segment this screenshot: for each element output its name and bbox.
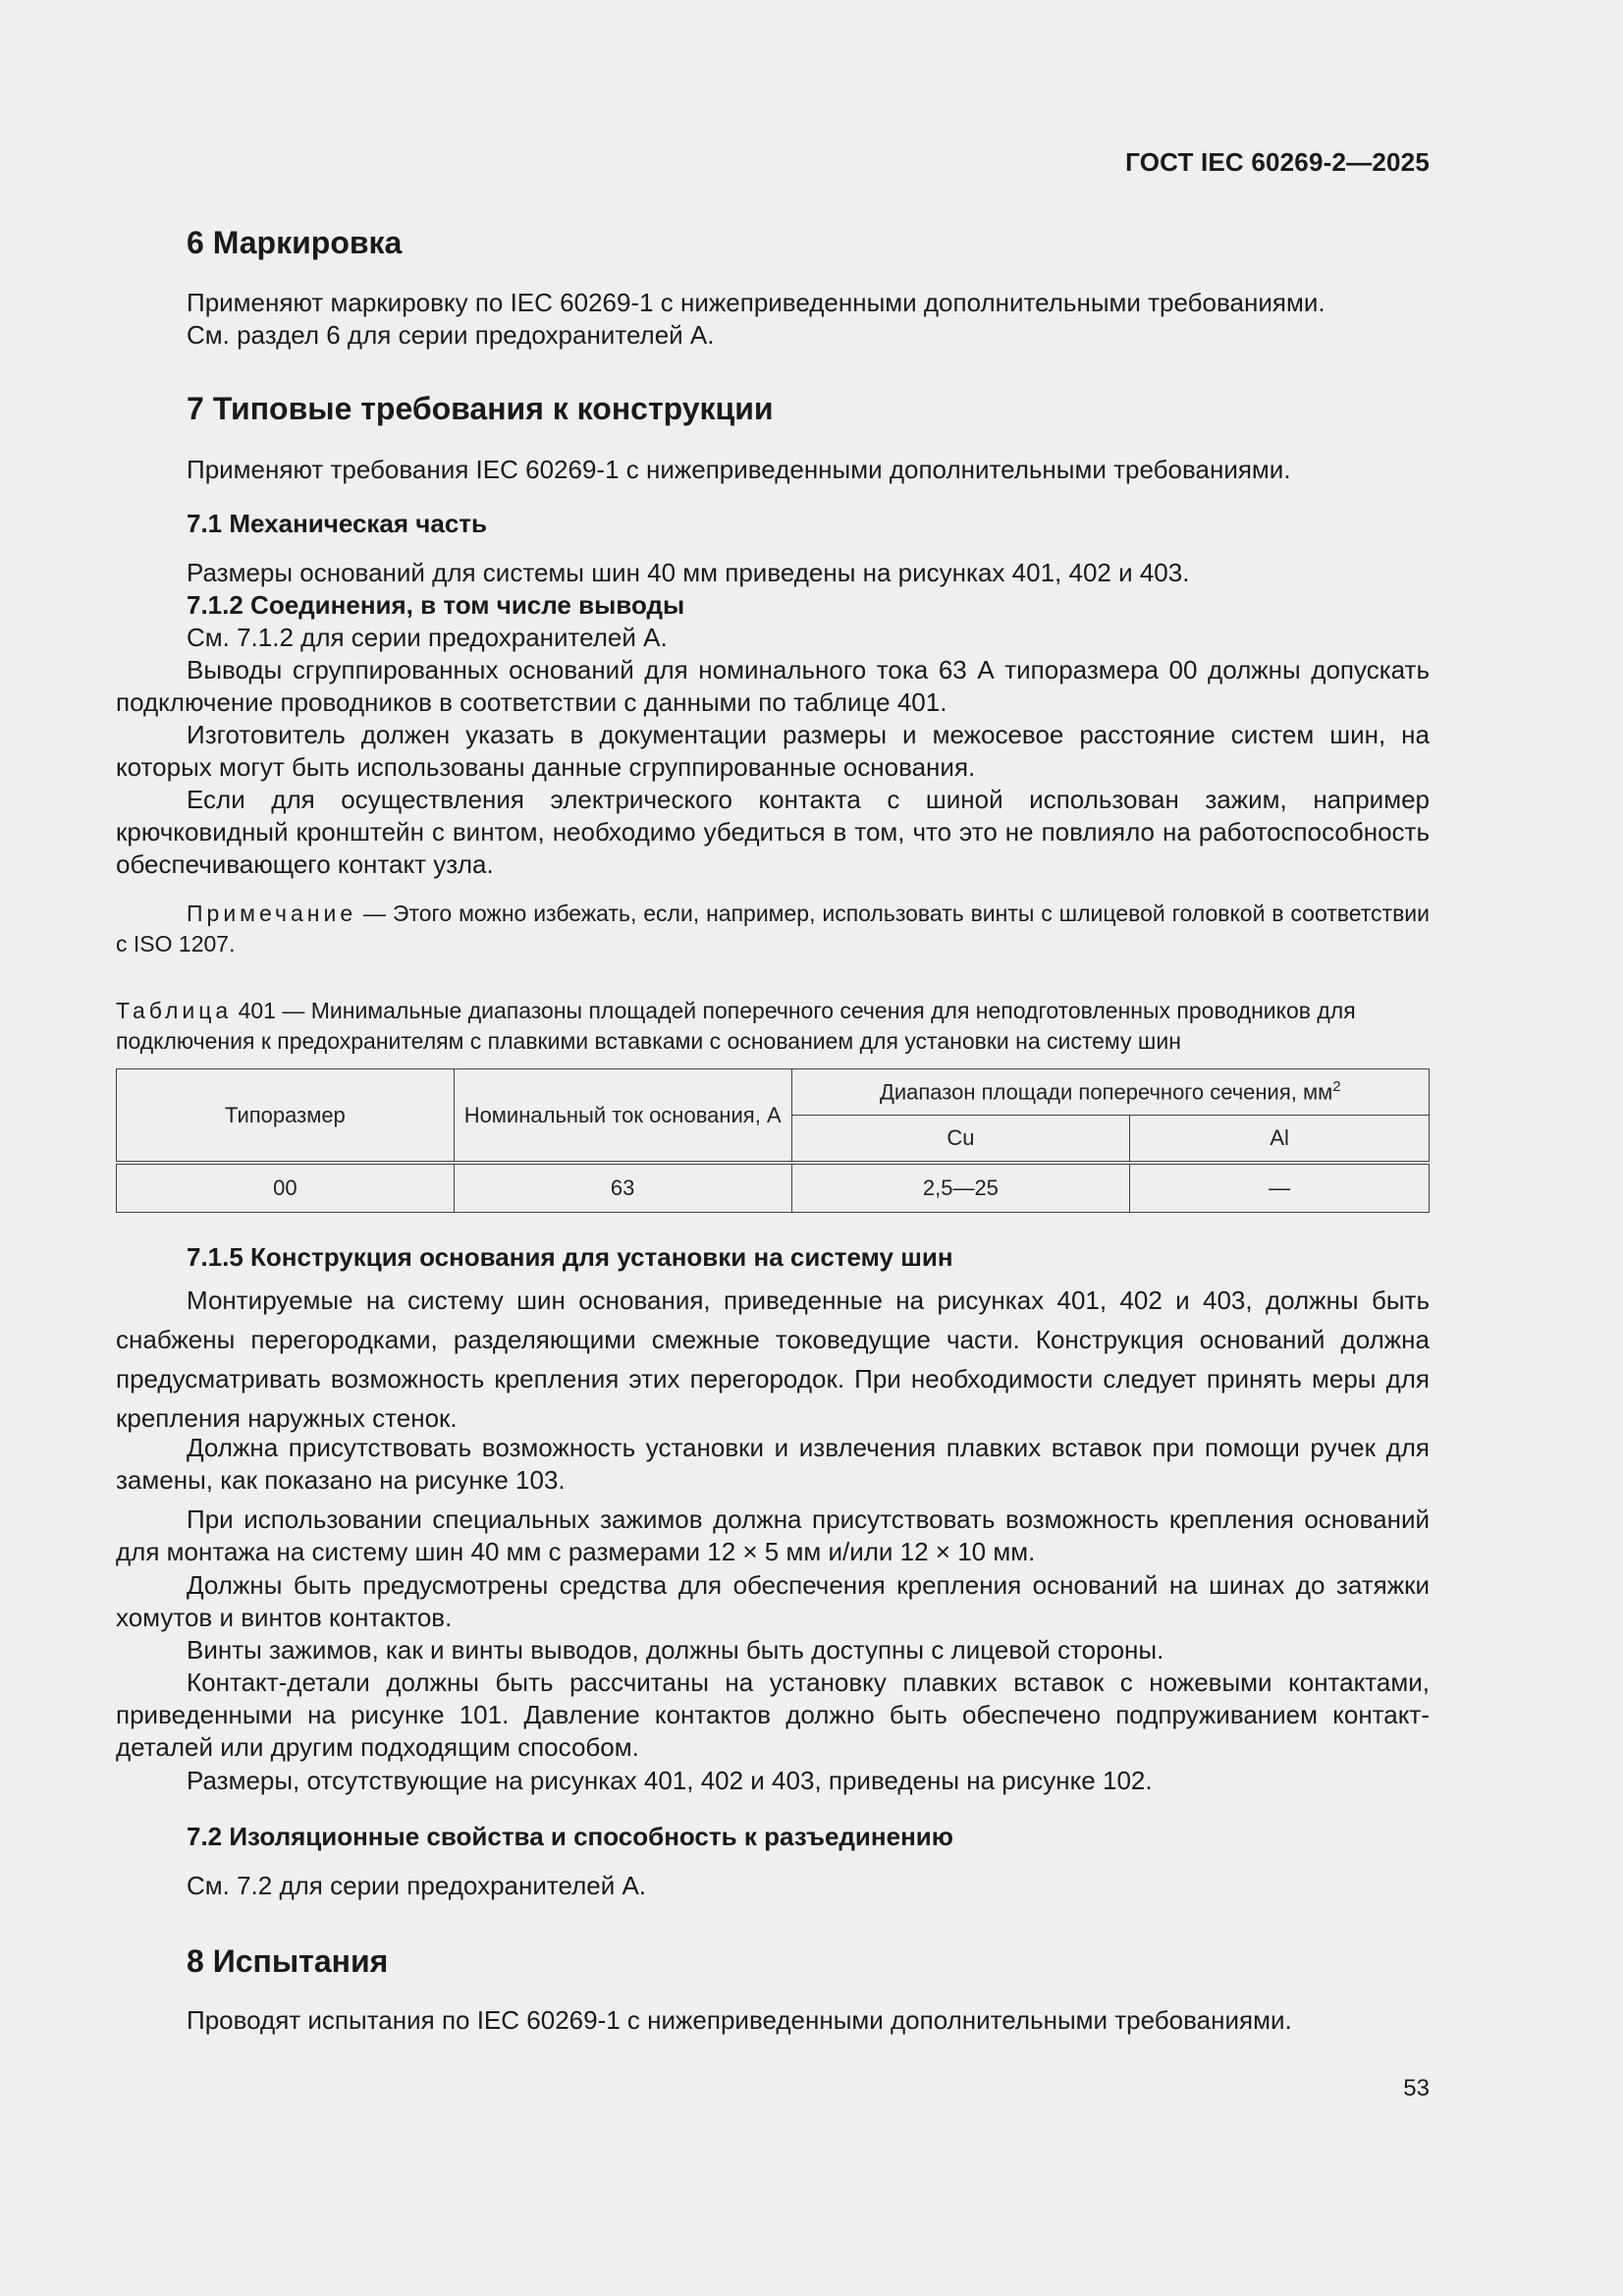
section-7-1-title: 7.1 Механическая часть bbox=[187, 509, 488, 538]
header-size: Типоразмер bbox=[117, 1069, 455, 1164]
cell-cu: 2,5—25 bbox=[791, 1163, 1130, 1213]
note-text: — Этого можно избежать, если, например, использовать винты с шлицевой головкой в соответствии с ISO 1207. bbox=[116, 901, 1430, 957]
document-code-header: ГОСТ IEC 60269-2—2025 bbox=[1125, 147, 1430, 177]
section-6-line-1: Применяют маркировку по IEC 60269-1 с нижеприведенными дополнительными требованиями. bbox=[187, 288, 1325, 317]
section-7-1-2-para-4: Если для осуществления электрического контакта с шиной использован зажим, например крючковидный кронштейн с винтом, необходимо убедиться в том, что это не повлияло на работоспособность обеспечивающего контакт узла. bbox=[116, 785, 1430, 879]
section-7-1-2-para-3: Изготовитель должен указать в документации размеры и межосевое расстояние систем шин, на которых могут быть использованы данные сгруппированные основания. bbox=[116, 720, 1430, 782]
header-current: Номинальный ток основания, А bbox=[454, 1069, 791, 1164]
table-caption-label: Таблица bbox=[116, 998, 233, 1023]
page-number: 53 bbox=[1403, 2075, 1430, 2102]
table-row bbox=[117, 1163, 1430, 1213]
section-6-title: 6 Маркировка bbox=[187, 225, 403, 260]
section-7-1-5-para-4: Должны быть предусмотрены средства для обеспечения крепления оснований на шинах до затяжки хомутов и винтов контактов. bbox=[116, 1570, 1430, 1632]
section-7-1-5-para-1: Монтируемые на систему шин основания, приведенные на рисунках 401, 402 и 403, должны быть снабжены перегородками, разделяющими смежные токоведущие части. Конструкция оснований должна предусматривать возможность крепления этих перегородок. При необходимости следует принять меры для крепления наружных стенок. bbox=[116, 1285, 1430, 1433]
section-7-title: 7 Типовые требования к конструкции bbox=[187, 391, 774, 426]
section-7-1-5-para-3: При использовании специальных зажимов должна присутствовать возможность крепления оснований для монтажа на систему шин 40 мм с размерами 12 × 5 мм и/или 12 × 10 мм. bbox=[116, 1504, 1430, 1566]
section-7-intro: Применяют требования IEC 60269-1 с нижеприведенными дополнительными требованиями. bbox=[187, 455, 1291, 484]
note bbox=[116, 899, 1430, 959]
note-label: Примечание bbox=[187, 901, 357, 926]
cell-size: 00 bbox=[117, 1163, 455, 1213]
header-range-sup: 2 bbox=[1332, 1078, 1341, 1096]
header-range-text: Диапазон площади поперечного сечения, мм bbox=[879, 1079, 1333, 1105]
section-7-2-title: 7.2 Изоляционные свойства и способность к разъединению bbox=[187, 1822, 953, 1851]
section-8-title: 8 Испытания bbox=[187, 1943, 389, 1979]
header-cu: Cu bbox=[791, 1116, 1130, 1164]
section-7-1-5-title: 7.1.5 Конструкция основания для установки на систему шин bbox=[187, 1242, 953, 1272]
section-8-text: Проводят испытания по IEC 60269-1 с нижеприведенными дополнительными требованиями. bbox=[187, 2005, 1292, 2035]
section-7-1-2-title: 7.1.2 Соединения, в том числе выводы bbox=[187, 590, 685, 620]
table-401 bbox=[116, 1068, 1430, 1213]
header-al: Al bbox=[1130, 1116, 1430, 1164]
header-range bbox=[791, 1069, 1429, 1116]
section-7-1-2-para-1: См. 7.1.2 для серии предохранителей А. bbox=[187, 623, 668, 652]
section-7-1-5-para-2: Должна присутствовать возможность установки и извлечения плавких вставок при помощи ручек для замены, как показано на рисунке 103. bbox=[116, 1433, 1430, 1495]
section-7-1-2-para-2: Выводы сгруппированных оснований для номинального тока 63 А типоразмера 00 должны допускать подключение проводников в соответствии с данными по таблице 401. bbox=[116, 655, 1430, 717]
section-7-1-5-para-7: Размеры, отсутствующие на рисунках 401, 402 и 403, приведены на рисунке 102. bbox=[187, 1766, 1153, 1795]
section-6-line-2: См. раздел 6 для серии предохранителей А. bbox=[187, 320, 715, 350]
cell-current: 63 bbox=[454, 1163, 791, 1213]
document-page bbox=[116, 0, 1430, 2296]
section-7-2-text: См. 7.2 для серии предохранителей А. bbox=[187, 1871, 647, 1900]
section-7-1-text: Размеры оснований для системы шин 40 мм приведены на рисунках 401, 402 и 403. bbox=[187, 558, 1190, 587]
table-caption-text: 401 — Минимальные диапазоны площадей поперечного сечения для неподготовленных проводников для подключения к предохранителям с плавкими вставками с основанием для установки на систему шин bbox=[116, 998, 1356, 1054]
cell-al: — bbox=[1130, 1163, 1430, 1213]
table-401-caption bbox=[116, 996, 1430, 1057]
section-7-1-5-para-5: Винты зажимов, как и винты выводов, должны быть доступны с лицевой стороны. bbox=[187, 1635, 1164, 1665]
section-7-1-5-para-6: Контакт-детали должны быть рассчитаны на установку плавких вставок с ножевыми контактами, приведенными на рисунке 101. Давление контактов должно быть обеспечено подпруживанием контакт-деталей или другим подходящим способом. bbox=[116, 1667, 1430, 1762]
